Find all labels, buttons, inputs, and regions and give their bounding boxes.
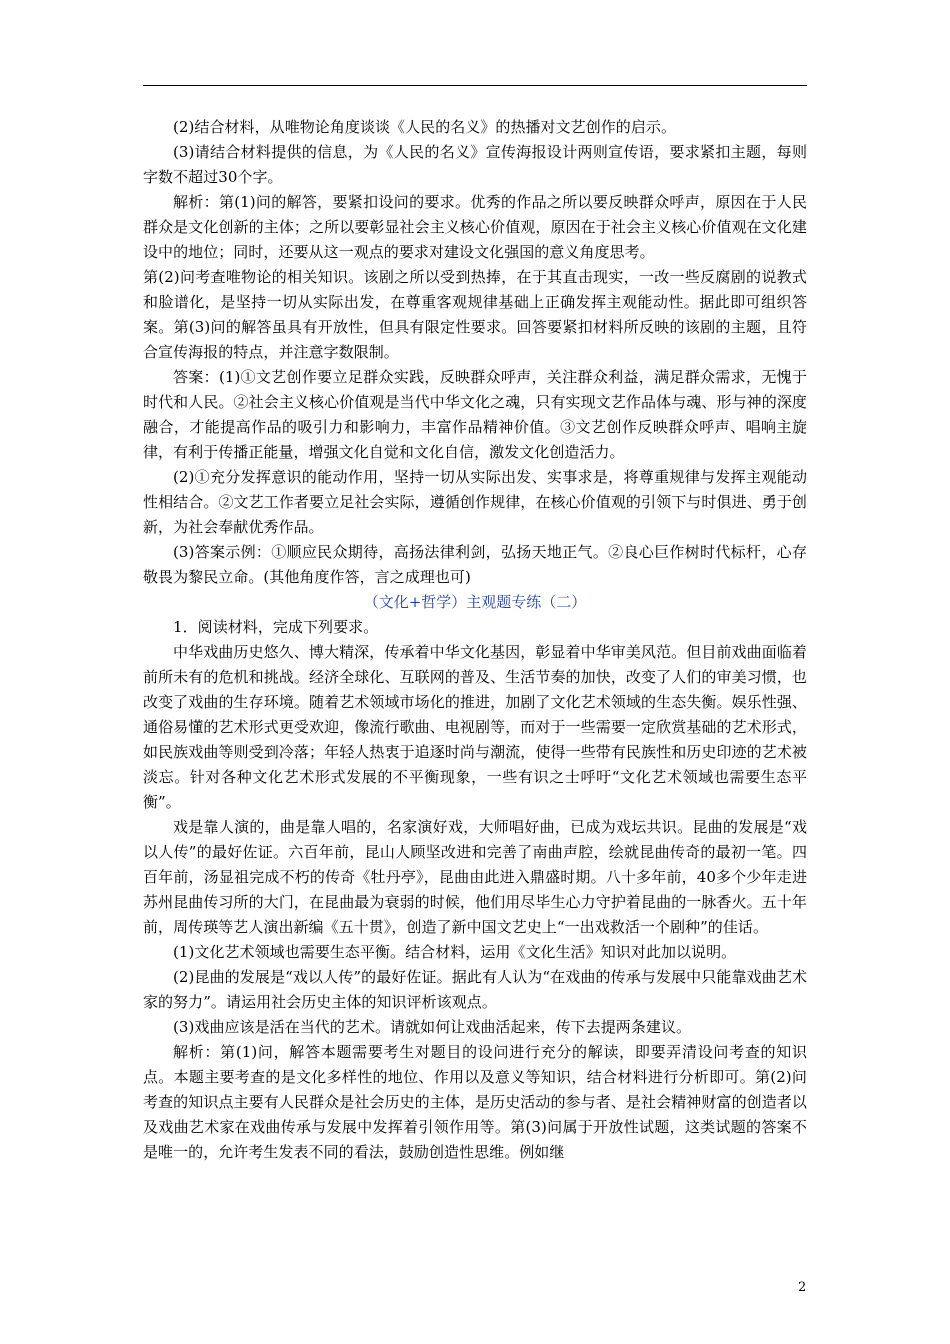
document-body — [143, 115, 807, 1165]
exercise-question-3: (3)戏曲应该是活在当代的艺术。请就如何让戏曲活起来，传下去提两条建议。 — [173, 1018, 692, 1036]
answer-3-paragraph: (3)答案示例：①顺应民众期待，高扬法律利剑，弘扬天地正气。②良心巨作树时代标杆，心存敬畏为黎民立命。(其他角度作答，言之成理也可) — [143, 543, 807, 586]
question-2-text: (2)结合材料，从唯物论角度谈谈《人民的名义》的热播对文艺创作的启示。 — [173, 118, 677, 136]
answer-2-paragraph: (2)①充分发挥意识的能动作用，坚持一切从实际出发、实事求是，将尊重规律与发挥主观能动性相结合。②文艺工作者要立足社会实际，遵循创作规律，在核心价值观的引领下与时俱进、勇于创新，为社会奉献优秀作品。 — [143, 468, 807, 536]
material-paragraph-1: 中华戏曲历史悠久、博大精深，传承着中华文化基因，彰显着中华审美风范。但目前戏曲面临着前所未有的危机和挑战。经济全球化、互联网的普及、生活节奏的加快，改变了人们的审美习惯，也改变了戏曲的生存环境。随着艺术领域市场化的推进，加剧了文化艺术领域的生态失衡。娱乐性强、通俗易懂的艺术形式更受欢迎，像流行歌曲、电视剧等，而对于一些需要一定欣赏基础的艺术形式，如民族戏曲等则受到冷落；年轻人热衷于追逐时尚与潮流，使得一些带有民族性和历史印迹的艺术被淡忘。针对各种文化艺术形式发展的不平衡现象，一些有识之士呼吁“文化艺术领域也需要生态平衡”。 — [143, 643, 807, 811]
question-3-text: (3)请结合材料提供的信息，为《人民的名义》宣传海报设计两则宣传语，要求紧扣主题，每则字数不超过30个字。 — [143, 143, 807, 186]
answer-1-paragraph: 答案：(1)①文艺创作要立足群众实践，反映群众呼声，关注群众利益，满足群众需求，无愧于时代和人民。②社会主义核心价值观是当代中华文化之魂，只有实现文艺作品体与魂、形与神的深度融合，才能提高作品的吸引力和影响力，丰富作品精神价值。③文艺创作反映群众呼声、唱响主旋律，有利于传播正能量，增强文化自觉和文化自信，激发文化创造活力。 — [143, 368, 807, 461]
material-paragraph-2: 戏是靠人演的，曲是靠人唱的，名家演好戏，大师唱好曲，已成为戏坛共识。昆曲的发展是“戏以人传”的最好佐证。六百年前，昆山人顾坚改进和完善了南曲声腔，绘就昆曲传奇的最初一笔。四百年前，汤显祖完成不朽的传奇《牡丹亭》，昆曲由此进入鼎盛时期。八十多年前，40多个少年走进苏州昆曲传习所的大门，在昆曲最为衰弱的时候，他们用尽毕生心力守护着昆曲的一脉香火。五十年前，周传瑛等艺人演出新编《五十贯》，创造了新中国文艺史上“一出戏救活一个剧种”的佳话。 — [143, 818, 807, 936]
header-rule — [143, 85, 807, 86]
exercise-1-prompt: 1．阅读材料，完成下列要求。 — [173, 618, 379, 636]
exercise-analysis: 解析：第(1)问，解答本题需要考生对题目的设问进行充分的解读，即要弄清设问考查的知识点。本题主要考查的是文化多样性的地位、作用以及意义等知识，结合材料进行分析即可。第(2)问考查的知识点主要有人民群众是社会历史的主体，是历史活动的参与者、是社会精神财富的创造者以及戏曲艺术家在戏曲传承与发展中发挥着引领作用等。第(3)问属于开放性试题，这类试题的答案不是唯一的，允许考生发表不同的看法，鼓励创造性思维。例如继 — [143, 1043, 807, 1161]
page-number: 2 — [798, 1280, 807, 1295]
section-title: （文化+哲学）主观题专练（二） — [363, 593, 587, 611]
analysis-continuation: 第(2)问考查唯物论的相关知识。该剧之所以受到热捧，在于其直击现实，一改一些反腐剧的说教式和脸谱化，是坚持一切从实际出发，在尊重客观规律基础上正确发挥主观能动性。据此即可组织答案。第(3)问的解答虽具有开放性，但具有限定性要求。回答要紧扣材料所反映的该剧的主题，且符合宣传海报的特点，并注意字数限制。 — [143, 268, 807, 361]
exercise-question-2: (2)昆曲的发展是“戏以人传”的最好佐证。据此有人认为“在戏曲的传承与发展中只能靠戏曲艺术家的努力”。请运用社会历史主体的知识评析该观点。 — [143, 968, 807, 1011]
exercise-question-1: (1)文化艺术领域也需要生态平衡。结合材料，运用《文化生活》知识对此加以说明。 — [173, 943, 737, 961]
analysis-paragraph: 解析：第(1)问的解答，要紧扣设问的要求。优秀的作品之所以要反映群众呼声，原因在于人民群众是文化创新的主体；之所以要彰显社会主义核心价值观，原因在于社会主义核心价值观在文化建设中的地位；同时，还要从这一观点的要求对建设文化强国的意义角度思考。 — [143, 193, 807, 261]
